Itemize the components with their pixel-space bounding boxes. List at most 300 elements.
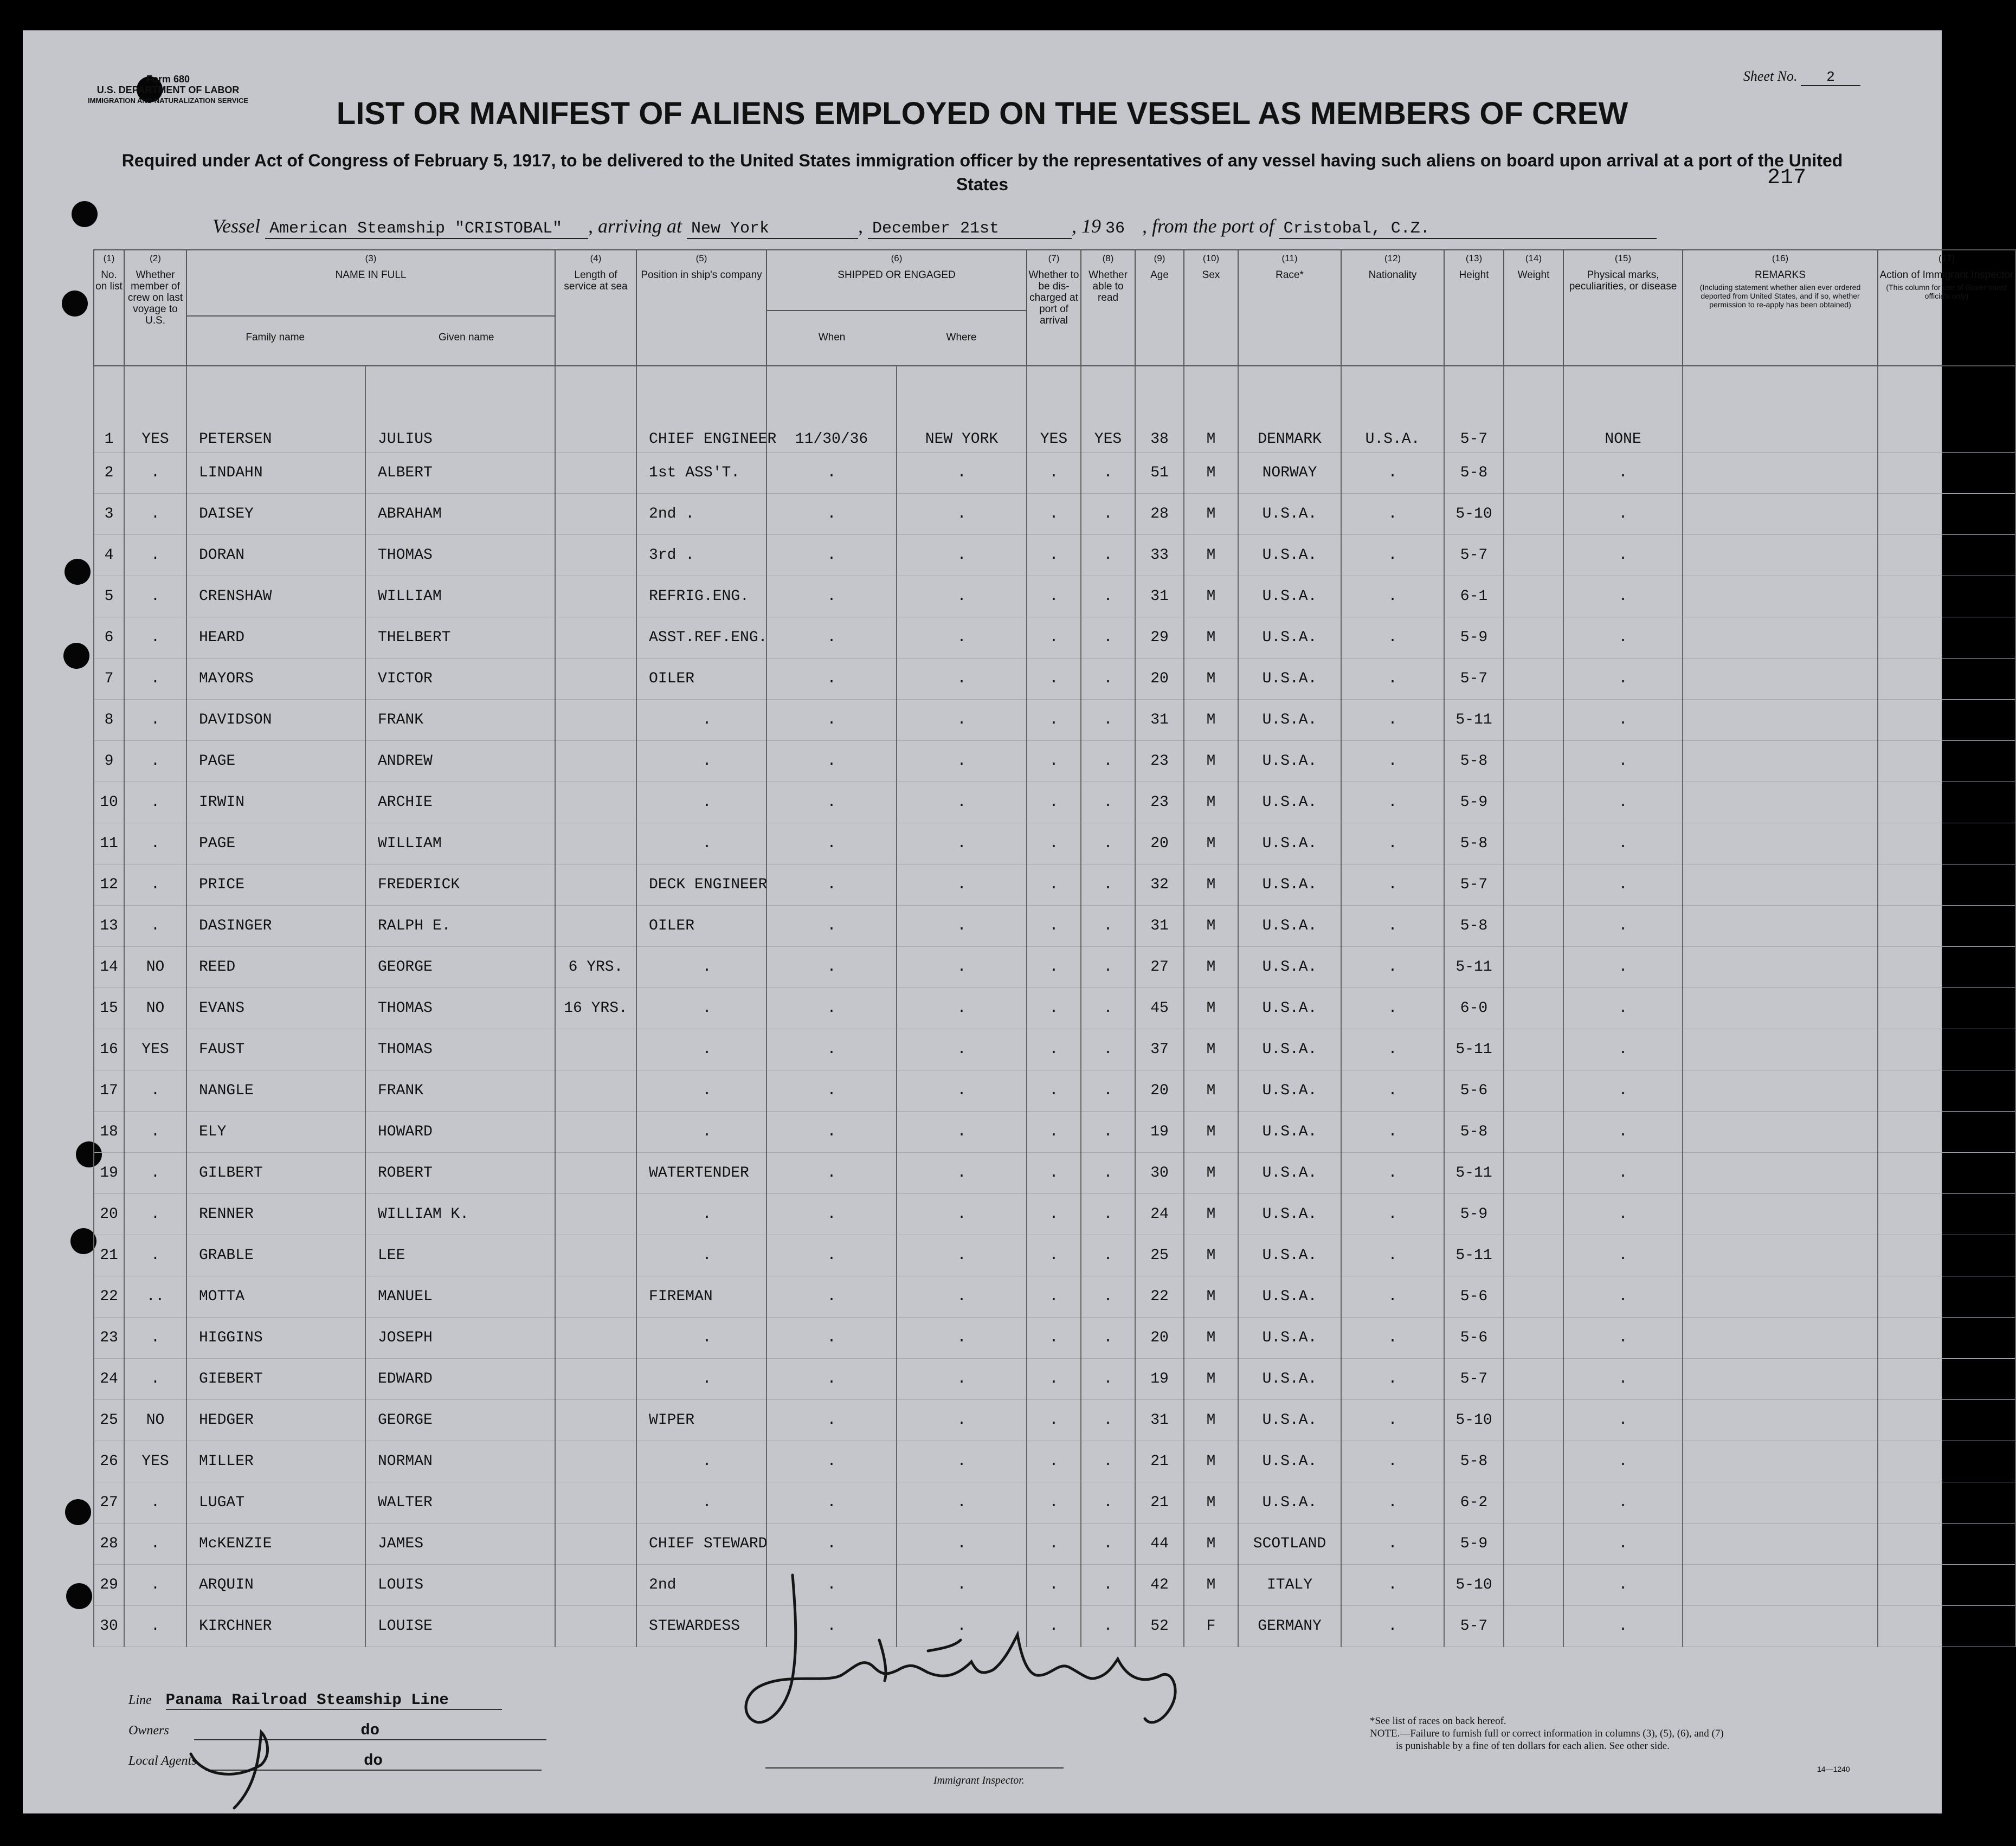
cell-row-number: 28 — [94, 1524, 124, 1565]
table-row — [94, 366, 2015, 453]
cell-row-number: 30 — [94, 1606, 124, 1647]
cell-nationality: . — [1341, 741, 1444, 782]
cell-age: 33 — [1135, 535, 1184, 576]
cell-service-length — [555, 1070, 636, 1112]
cell-row-number: 24 — [94, 1359, 124, 1400]
cell-last-voyage: . — [124, 1194, 186, 1235]
cell-able-to-read: . — [1081, 1606, 1135, 1647]
cell-race: U.S.A. — [1238, 864, 1341, 906]
cell-family-name: MOTTA — [186, 1276, 365, 1318]
column-header-row — [94, 250, 2015, 366]
cell-service-length — [555, 1235, 636, 1276]
cell-able-to-read: . — [1081, 741, 1135, 782]
cell-inspector-action — [1878, 1565, 2015, 1606]
cell-shipped-where: . — [897, 1276, 1027, 1318]
cell-family-name: REED — [186, 947, 365, 988]
cell-inspector-action — [1878, 947, 2015, 988]
cell-height: 5-8 — [1444, 1112, 1504, 1153]
cell-sex: M — [1184, 782, 1238, 823]
cell-sex: M — [1184, 576, 1238, 617]
cell-position: . — [636, 1235, 767, 1276]
cell-discharged: . — [1027, 576, 1081, 617]
cell-race: U.S.A. — [1238, 1029, 1341, 1070]
table-row — [94, 1276, 2015, 1318]
cell-age: 37 — [1135, 1029, 1184, 1070]
cell-nationality: . — [1341, 1153, 1444, 1194]
cell-weight — [1504, 1070, 1563, 1112]
cell-shipped-where: . — [897, 823, 1027, 864]
cell-discharged: . — [1027, 494, 1081, 535]
cell-height: 5-10 — [1444, 1400, 1504, 1441]
line-value: Panama Railroad Steamship Line — [166, 1691, 502, 1710]
cell-service-length — [555, 906, 636, 947]
cell-able-to-read: . — [1081, 1070, 1135, 1112]
cell-race: U.S.A. — [1238, 659, 1341, 700]
cell-shipped-when: . — [767, 700, 897, 741]
cell-remarks — [1683, 1524, 1878, 1565]
cell-remarks — [1683, 1565, 1878, 1606]
cell-family-name: MILLER — [186, 1441, 365, 1482]
cell-age: 32 — [1135, 864, 1184, 906]
cell-age: 31 — [1135, 700, 1184, 741]
cell-able-to-read: . — [1081, 1359, 1135, 1400]
cell-age: 31 — [1135, 576, 1184, 617]
cell-service-length — [555, 659, 636, 700]
cell-shipped-where: . — [897, 1565, 1027, 1606]
cell-able-to-read: . — [1081, 494, 1135, 535]
cell-physical-marks: . — [1563, 988, 1683, 1029]
cell-shipped-where: . — [897, 659, 1027, 700]
cell-sex: M — [1184, 535, 1238, 576]
cell-shipped-when: . — [767, 659, 897, 700]
arrival-date: December 21st — [868, 220, 1072, 239]
cell-physical-marks: . — [1563, 1112, 1683, 1153]
cell-shipped-where: . — [897, 617, 1027, 659]
cell-nationality: . — [1341, 1070, 1444, 1112]
sheet-label: Sheet No. — [1743, 68, 1798, 84]
cell-last-voyage: . — [124, 823, 186, 864]
cell-remarks — [1683, 576, 1878, 617]
department-name: U.S. DEPARTMENT OF LABOR — [96, 85, 240, 95]
cell-race: NORWAY — [1238, 453, 1341, 494]
cell-last-voyage: NO — [124, 947, 186, 988]
cell-given-name: THOMAS — [365, 988, 555, 1029]
cell-discharged: . — [1027, 1359, 1081, 1400]
cell-position: CHIEF STEWARD — [636, 1524, 767, 1565]
cell-height: 6-2 — [1444, 1482, 1504, 1524]
cell-discharged: YES — [1027, 366, 1081, 453]
col-header-sex: (10) Sex — [1184, 250, 1238, 366]
cell-shipped-when: . — [767, 1441, 897, 1482]
cell-remarks — [1683, 617, 1878, 659]
cell-physical-marks: . — [1563, 1524, 1683, 1565]
cell-last-voyage: . — [124, 1606, 186, 1647]
cell-able-to-read: . — [1081, 700, 1135, 741]
cell-weight — [1504, 1606, 1563, 1647]
cell-physical-marks: . — [1563, 576, 1683, 617]
cell-given-name: WILLIAM — [365, 576, 555, 617]
cell-family-name: NANGLE — [186, 1070, 365, 1112]
cell-given-name: GEORGE — [365, 947, 555, 988]
cell-row-number: 8 — [94, 700, 124, 741]
cell-position: CHIEF ENGINEER — [636, 366, 767, 453]
cell-service-length — [555, 617, 636, 659]
table-row — [94, 1400, 2015, 1441]
cell-weight — [1504, 1318, 1563, 1359]
cell-height: 5-11 — [1444, 1153, 1504, 1194]
cell-inspector-action — [1878, 823, 2015, 864]
cell-able-to-read: . — [1081, 535, 1135, 576]
cell-shipped-when: 11/30/36 — [767, 366, 897, 453]
handwritten-initial — [180, 1689, 288, 1813]
cell-shipped-when: . — [767, 782, 897, 823]
cell-sex: M — [1184, 1029, 1238, 1070]
cell-race: U.S.A. — [1238, 1482, 1341, 1524]
cell-race: U.S.A. — [1238, 741, 1341, 782]
inspector-label: Immigrant Inspector. — [933, 1774, 1025, 1786]
cell-row-number: 27 — [94, 1482, 124, 1524]
cell-family-name: LUGAT — [186, 1482, 365, 1524]
cell-row-number: 14 — [94, 947, 124, 988]
cell-physical-marks: . — [1563, 947, 1683, 988]
col-header-last-voyage: (2) Whether member of crew on last voyage to U.S. — [124, 250, 186, 366]
arrival-year: 36 — [1105, 220, 1125, 238]
cell-height: 5-6 — [1444, 1276, 1504, 1318]
cell-shipped-where: . — [897, 741, 1027, 782]
cell-family-name: McKENZIE — [186, 1524, 365, 1565]
cell-physical-marks: NONE — [1563, 366, 1683, 453]
cell-last-voyage: YES — [124, 1441, 186, 1482]
cell-able-to-read: . — [1081, 1565, 1135, 1606]
cell-family-name: GILBERT — [186, 1153, 365, 1194]
cell-race: U.S.A. — [1238, 700, 1341, 741]
cell-shipped-when: . — [767, 1318, 897, 1359]
year-prefix: , 19 — [1072, 215, 1101, 237]
form-number: Form 680 — [146, 74, 190, 85]
cell-weight — [1504, 947, 1563, 988]
cell-remarks — [1683, 1441, 1878, 1482]
cell-shipped-when: . — [767, 988, 897, 1029]
cell-family-name: HEDGER — [186, 1400, 365, 1441]
cell-row-number: 18 — [94, 1112, 124, 1153]
cell-last-voyage: . — [124, 453, 186, 494]
cell-discharged: . — [1027, 617, 1081, 659]
cell-given-name: FREDERICK — [365, 864, 555, 906]
cell-weight — [1504, 1565, 1563, 1606]
cell-weight — [1504, 864, 1563, 906]
cell-position: STEWARDESS — [636, 1606, 767, 1647]
cell-last-voyage: . — [124, 1235, 186, 1276]
cell-last-voyage: . — [124, 535, 186, 576]
cell-shipped-when: . — [767, 1565, 897, 1606]
cell-family-name: PRICE — [186, 864, 365, 906]
cell-last-voyage: YES — [124, 366, 186, 453]
cell-shipped-where: . — [897, 1029, 1027, 1070]
cell-weight — [1504, 659, 1563, 700]
cell-discharged: . — [1027, 782, 1081, 823]
cell-row-number: 6 — [94, 617, 124, 659]
cell-nationality: . — [1341, 1194, 1444, 1235]
table-row — [94, 1318, 2015, 1359]
cell-service-length: 16 YRS. — [555, 988, 636, 1029]
cell-nationality: . — [1341, 576, 1444, 617]
cell-sex: M — [1184, 1565, 1238, 1606]
cell-last-voyage: . — [124, 1524, 186, 1565]
cell-sex: M — [1184, 1194, 1238, 1235]
cell-nationality: . — [1341, 864, 1444, 906]
cell-inspector-action — [1878, 1112, 2015, 1153]
cell-position: REFRIG.ENG. — [636, 576, 767, 617]
cell-given-name: JULIUS — [365, 366, 555, 453]
cell-position: 2nd . — [636, 494, 767, 535]
cell-position: . — [636, 700, 767, 741]
cell-race: U.S.A. — [1238, 1112, 1341, 1153]
col-subheader-when: When — [818, 332, 846, 343]
cell-position: 3rd . — [636, 535, 767, 576]
cell-discharged: . — [1027, 700, 1081, 741]
cell-physical-marks: . — [1563, 453, 1683, 494]
cell-height: 5-6 — [1444, 1070, 1504, 1112]
cell-family-name: LINDAHN — [186, 453, 365, 494]
cell-able-to-read: . — [1081, 576, 1135, 617]
cell-family-name: DAISEY — [186, 494, 365, 535]
cell-race: U.S.A. — [1238, 1153, 1341, 1194]
cell-inspector-action — [1878, 906, 2015, 947]
cell-remarks — [1683, 823, 1878, 864]
cell-remarks — [1683, 366, 1878, 453]
cell-nationality: . — [1341, 1565, 1444, 1606]
cell-race: U.S.A. — [1238, 1194, 1341, 1235]
table-row — [94, 617, 2015, 659]
cell-inspector-action — [1878, 988, 2015, 1029]
cell-shipped-where: . — [897, 1400, 1027, 1441]
cell-service-length — [555, 1194, 636, 1235]
cell-last-voyage: . — [124, 1482, 186, 1524]
cell-discharged: . — [1027, 823, 1081, 864]
cell-row-number: 23 — [94, 1318, 124, 1359]
cell-nationality: . — [1341, 1029, 1444, 1070]
cell-last-voyage: YES — [124, 1029, 186, 1070]
cell-service-length — [555, 1112, 636, 1153]
cell-shipped-where: . — [897, 1441, 1027, 1482]
cell-race: ITALY — [1238, 1565, 1341, 1606]
cell-physical-marks: . — [1563, 1276, 1683, 1318]
cell-weight — [1504, 1029, 1563, 1070]
cell-weight — [1504, 823, 1563, 864]
cell-remarks — [1683, 659, 1878, 700]
cell-physical-marks: . — [1563, 1359, 1683, 1400]
cell-physical-marks: . — [1563, 1482, 1683, 1524]
cell-sex: M — [1184, 494, 1238, 535]
col-header-remarks: (16) REMARKS (Including statement whether alien ever ordered deported from United States, and if so, whether permission to re-apply has been obtained) — [1683, 250, 1878, 366]
cell-shipped-where: . — [897, 535, 1027, 576]
cell-given-name: FRANK — [365, 700, 555, 741]
cell-sex: M — [1184, 823, 1238, 864]
cell-shipped-where: . — [897, 1235, 1027, 1276]
cell-sex: M — [1184, 864, 1238, 906]
cell-race: U.S.A. — [1238, 988, 1341, 1029]
punch-hole — [62, 291, 88, 317]
cell-sex: M — [1184, 741, 1238, 782]
cell-remarks — [1683, 1359, 1878, 1400]
cell-discharged: . — [1027, 1441, 1081, 1482]
cell-physical-marks: . — [1563, 1235, 1683, 1276]
cell-age: 27 — [1135, 947, 1184, 988]
table-row — [94, 1235, 2015, 1276]
cell-given-name: THOMAS — [365, 535, 555, 576]
cell-position: . — [636, 1482, 767, 1524]
cell-sex: M — [1184, 1112, 1238, 1153]
col-header-position: (5) Position in ship's company — [636, 250, 767, 366]
cell-shipped-where: . — [897, 1524, 1027, 1565]
cell-given-name: ALBERT — [365, 453, 555, 494]
cell-remarks — [1683, 535, 1878, 576]
cell-able-to-read: . — [1081, 823, 1135, 864]
cell-height: 5-8 — [1444, 906, 1504, 947]
cell-discharged: . — [1027, 1276, 1081, 1318]
cell-shipped-when: . — [767, 1482, 897, 1524]
cell-shipped-when: . — [767, 741, 897, 782]
cell-family-name: PAGE — [186, 823, 365, 864]
cell-remarks — [1683, 906, 1878, 947]
cell-age: 52 — [1135, 1606, 1184, 1647]
cell-weight — [1504, 1400, 1563, 1441]
agents-label: Local Agents — [128, 1754, 197, 1768]
cell-discharged: . — [1027, 1194, 1081, 1235]
cell-able-to-read: . — [1081, 1400, 1135, 1441]
cell-weight — [1504, 1359, 1563, 1400]
cell-inspector-action — [1878, 1276, 2015, 1318]
cell-weight — [1504, 1235, 1563, 1276]
cell-given-name: ARCHIE — [365, 782, 555, 823]
cell-service-length — [555, 494, 636, 535]
cell-shipped-where: . — [897, 1482, 1027, 1524]
cell-position: WATERTENDER — [636, 1153, 767, 1194]
table-row — [94, 1441, 2015, 1482]
cell-position: . — [636, 947, 767, 988]
cell-nationality: . — [1341, 1318, 1444, 1359]
cell-service-length — [555, 782, 636, 823]
cell-position: . — [636, 988, 767, 1029]
cell-able-to-read: . — [1081, 1482, 1135, 1524]
cell-inspector-action — [1878, 535, 2015, 576]
cell-age: 31 — [1135, 1400, 1184, 1441]
cell-row-number: 19 — [94, 1153, 124, 1194]
cell-row-number: 1 — [94, 366, 124, 453]
table-row — [94, 782, 2015, 823]
manifest-sheet — [23, 30, 2014, 1813]
cell-last-voyage: NO — [124, 1400, 186, 1441]
cell-position: . — [636, 1441, 767, 1482]
cell-discharged: . — [1027, 1318, 1081, 1359]
table-row — [94, 947, 2015, 988]
cell-weight — [1504, 535, 1563, 576]
cell-inspector-action — [1878, 1318, 2015, 1359]
cell-shipped-when: . — [767, 864, 897, 906]
cell-age: 23 — [1135, 782, 1184, 823]
cell-given-name: JOSEPH — [365, 1318, 555, 1359]
cell-shipped-when: . — [767, 1524, 897, 1565]
cell-shipped-when: . — [767, 823, 897, 864]
cell-height: 5-8 — [1444, 453, 1504, 494]
cell-weight — [1504, 700, 1563, 741]
cell-given-name: JAMES — [365, 1524, 555, 1565]
cell-last-voyage: .. — [124, 1276, 186, 1318]
cell-shipped-where: . — [897, 1194, 1027, 1235]
cell-able-to-read: . — [1081, 1524, 1135, 1565]
cell-shipped-when: . — [767, 1029, 897, 1070]
cell-position: 1st ASS'T. — [636, 453, 767, 494]
col-subheader-where: Where — [946, 332, 977, 343]
arriving-label: , arriving at — [588, 215, 682, 237]
vessel-line: Vessel American Steamship "CRISTOBAL" , arriving at New York , December 21st , 19 36 , from the port of Cristobal, C.Z. — [212, 215, 1657, 239]
cell-last-voyage: . — [124, 1359, 186, 1400]
cell-able-to-read: . — [1081, 1318, 1135, 1359]
cell-row-number: 21 — [94, 1235, 124, 1276]
cell-physical-marks: . — [1563, 1318, 1683, 1359]
cell-given-name: WALTER — [365, 1482, 555, 1524]
cell-shipped-where: . — [897, 947, 1027, 988]
cell-nationality: . — [1341, 1606, 1444, 1647]
cell-race: U.S.A. — [1238, 535, 1341, 576]
cell-inspector-action — [1878, 1070, 2015, 1112]
cell-service-length — [555, 1400, 636, 1441]
cell-height: 5-8 — [1444, 823, 1504, 864]
cell-physical-marks: . — [1563, 494, 1683, 535]
punch-hole — [65, 559, 91, 585]
cell-age: 21 — [1135, 1441, 1184, 1482]
cell-able-to-read: . — [1081, 1276, 1135, 1318]
cell-weight — [1504, 366, 1563, 453]
cell-able-to-read: . — [1081, 659, 1135, 700]
cell-sex: M — [1184, 1070, 1238, 1112]
cell-height: 5-11 — [1444, 1235, 1504, 1276]
table-row — [94, 453, 2015, 494]
cell-row-number: 10 — [94, 782, 124, 823]
cell-remarks — [1683, 1235, 1878, 1276]
cell-physical-marks: . — [1563, 823, 1683, 864]
cell-row-number: 15 — [94, 988, 124, 1029]
cell-family-name: IRWIN — [186, 782, 365, 823]
cell-weight — [1504, 741, 1563, 782]
cell-service-length — [555, 864, 636, 906]
cell-service-length — [555, 453, 636, 494]
cell-remarks — [1683, 1112, 1878, 1153]
cell-remarks — [1683, 782, 1878, 823]
cell-height: 5-9 — [1444, 1524, 1504, 1565]
cell-remarks — [1683, 1070, 1878, 1112]
cell-family-name: HEARD — [186, 617, 365, 659]
cell-race: SCOTLAND — [1238, 1524, 1341, 1565]
cell-service-length — [555, 1441, 636, 1482]
cell-discharged: . — [1027, 659, 1081, 700]
cell-row-number: 4 — [94, 535, 124, 576]
cell-row-number: 3 — [94, 494, 124, 535]
cell-age: 22 — [1135, 1276, 1184, 1318]
cell-shipped-where: . — [897, 1153, 1027, 1194]
cell-family-name: DASINGER — [186, 906, 365, 947]
cell-shipped-where: . — [897, 700, 1027, 741]
cell-given-name: ABRAHAM — [365, 494, 555, 535]
cell-service-length — [555, 1276, 636, 1318]
cell-physical-marks: . — [1563, 864, 1683, 906]
cell-sex: M — [1184, 1153, 1238, 1194]
cell-sex: M — [1184, 1482, 1238, 1524]
cell-remarks — [1683, 453, 1878, 494]
table-row — [94, 1524, 2015, 1565]
cell-row-number: 12 — [94, 864, 124, 906]
cell-discharged: . — [1027, 988, 1081, 1029]
